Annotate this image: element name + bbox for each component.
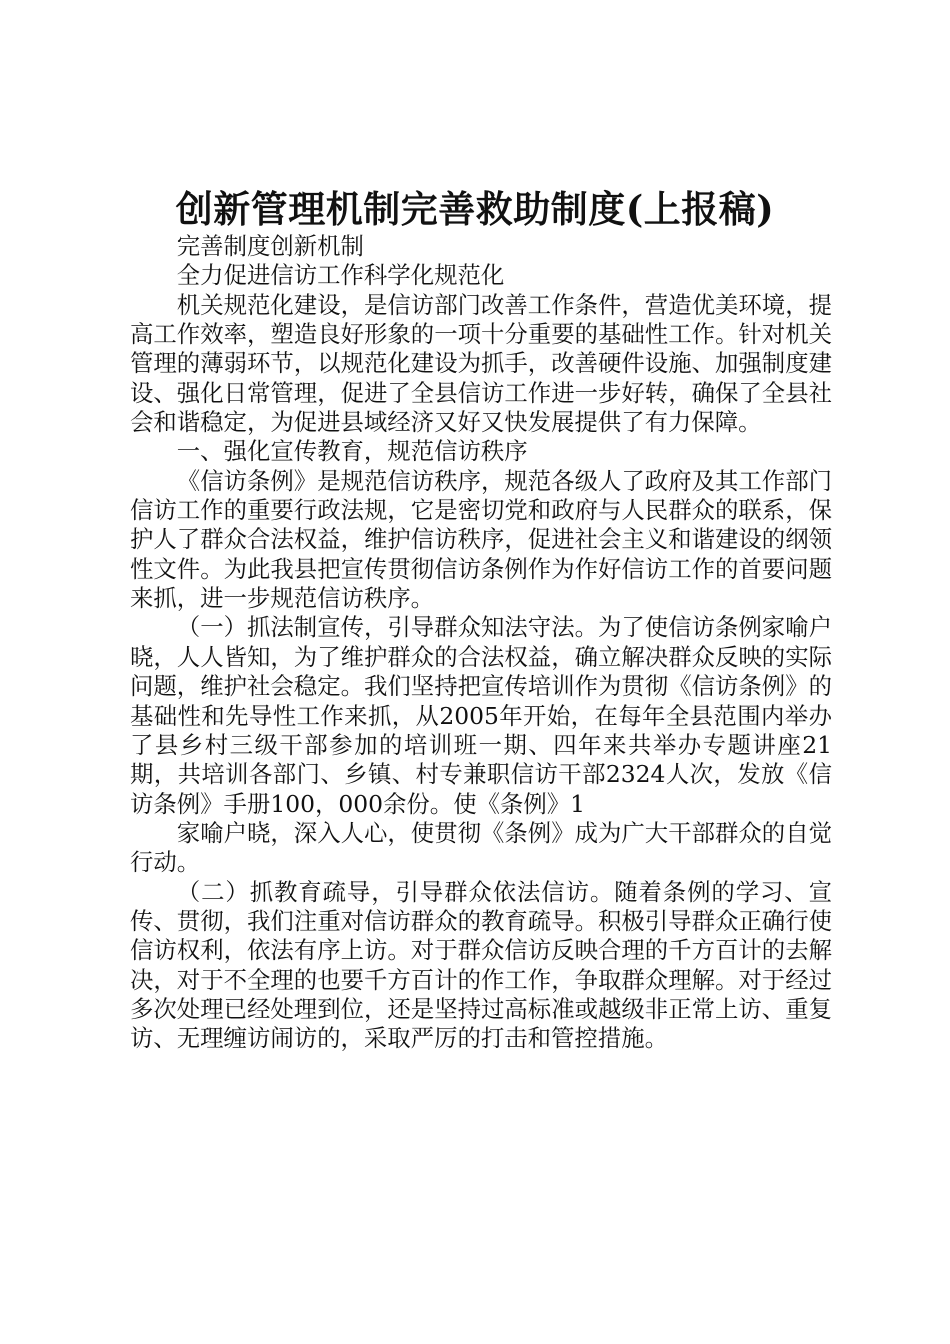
paragraph-regulation: 《信访条例》是规范信访秩序，规范各级人了政府及其工作部门信访工作的重要行政法规，它是密切党和政府与人民群众的联系，保护人了群众合法权益，维护信访秩序，促进社会主义和谐建设的纲领性文件。为此我县把宣传贯彻信访条例作为作好信访工作的首要问题来抓，进一步规范信访秩序。 — [130, 466, 832, 613]
paragraph-legal-publicity: （一）抓法制宣传，引导群众知法守法。为了使信访条例家喻户晓，人人皆知，为了维护群众的合法权益，确立解决群众反映的实际问题，维护社会稳定。我们坚持把宣传培训作为贯彻《信访条例》的基础性和先导性工作来抓，从2005年开始，在每年全县范围内举办了县乡村三级干部参加的培训班一期、四年来共举办专题讲座21期，共培训各部门、乡镇、村专兼职信访干部2324人次，发放《信访条例》手册100，000余份。使《条例》1 — [130, 613, 832, 818]
section-heading-1: 一、强化宣传教育，规范信访秩序 — [176, 437, 528, 466]
paragraph-intro: 机关规范化建设，是信访部门改善工作条件，营造优美环境，提高工作效率，塑造良好形象的一项十分重要的基础性工作。针对机关管理的薄弱环节，以规范化建设为抓手，改善硬件设施、加强制度建设、强化日常管理，促进了全县信访工作进一步好转，确保了全县社会和谐稳定，为促进县域经济又好又快发展提供了有力保障。 — [130, 290, 832, 437]
subtitle-line-1: 完善制度创新机制 — [176, 232, 364, 260]
paragraph-education-guidance: （二）抓教育疏导，引导群众依法信访。随着条例的学习、宣传、贯彻，我们注重对信访群众的教育疏导。积极引导群众正确行使信访权利，依法有序上访。对于群众信访反映合理的千方百计的去解决，对于不全理的也要千方百计的作工作，争取群众理解。对于经过多次处理已经处理到位，还是坚持过高标准或越级非正常上访、重复访、无理缠访闹访的，采取严厉的打击和管控措施。 — [130, 877, 832, 1053]
document-title: 创新管理机制完善救助制度(上报稿) — [175, 187, 775, 231]
subtitle-line-2: 全力促进信访工作科学化规范化 — [176, 261, 505, 290]
document-body — [130, 232, 832, 1054]
paragraph-continuation: 家喻户晓，深入人心，使贯彻《条例》成为广大干部群众的自觉行动。 — [130, 818, 832, 877]
